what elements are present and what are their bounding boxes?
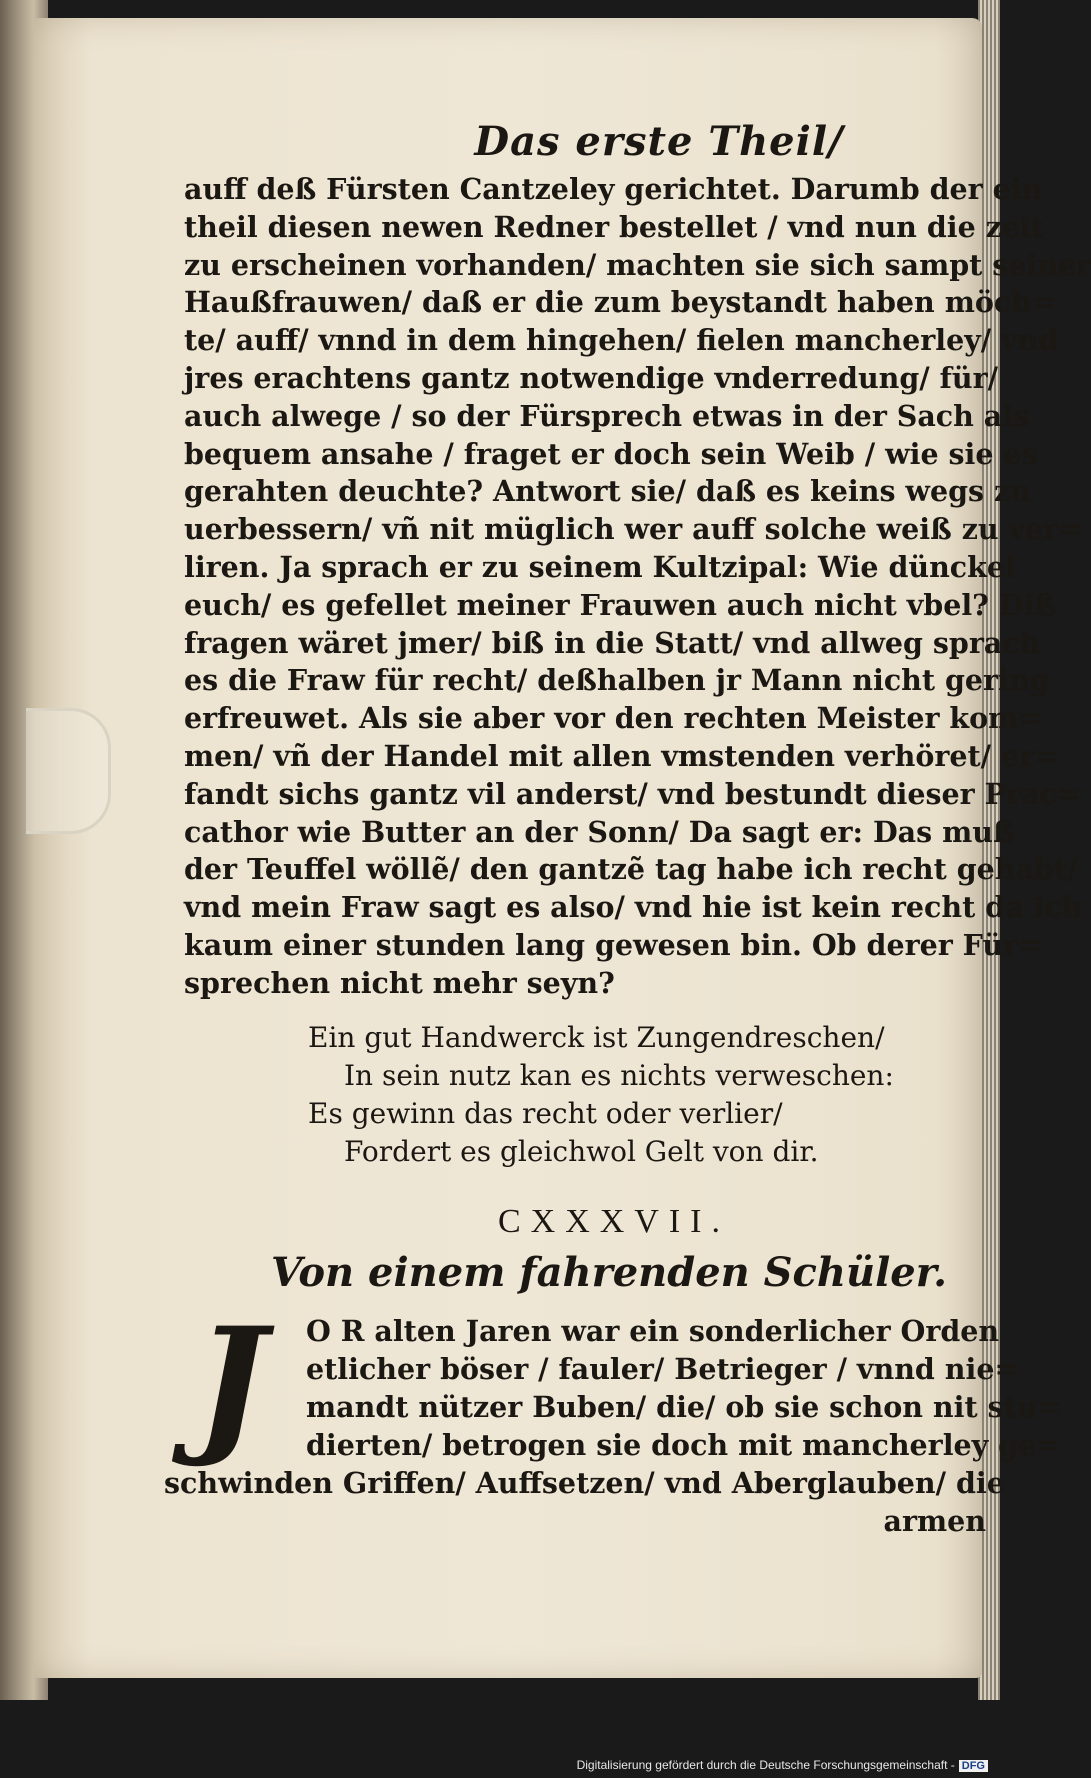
body-line: sprechen nicht mehr seyn? — [184, 965, 615, 1000]
body-line: zu erscheinen vorhanden/ machten sie sich sampt seiner — [184, 247, 1091, 282]
catchword: armen — [883, 1503, 986, 1538]
body-line: theil diesen newen Redner bestellet / vnd nun die zeit — [184, 209, 1044, 244]
verse-line: Es gewinn das recht oder verlier/ — [308, 1096, 783, 1130]
body-line: erfreuwet. Als sie aber vor den rechten Meister kom= — [184, 701, 1043, 736]
body-line: fandt sichs gantz vil anderst/ vnd bestundt dieser Prac= — [184, 776, 1081, 811]
body-line: kaum einer stunden lang gewesen bin. Ob derer Für= — [184, 927, 1043, 962]
chapter-title: Von einem fahrenden Schüler. — [270, 1248, 948, 1296]
verse — [308, 1019, 1004, 1171]
digitization-footer — [577, 1758, 988, 1772]
chapter-number: CXXXVII. — [497, 1202, 731, 1240]
story-line: O R alten Jaren war ein sonderlicher Orden — [306, 1313, 1000, 1348]
drop-cap: J — [195, 1294, 267, 1471]
body-line: euch/ es gefellet meiner Frauwen auch nicht vbel? Diß — [184, 587, 1056, 622]
body-line: Haußfrauwen/ daß er die zum beystandt haben möch= — [184, 285, 1056, 320]
body-line: fragen wäret jmer/ biß in die Statt/ vnd allweg sprach — [184, 625, 1041, 660]
body-line: jres erachtens gantz notwendige vnderredung/ für/ — [184, 360, 999, 395]
story-line: schwinden Griffen/ Auffsetzen/ vnd Aberglauben/ die — [164, 1465, 1005, 1500]
verse-line: Fordert es gleichwol Gelt von dir. — [344, 1134, 819, 1168]
body-line: te/ auff/ vnnd in dem hingehen/ fielen mancherley/ vnd — [184, 323, 1059, 358]
verse-line: In sein nutz kan es nichts verweschen: — [344, 1058, 894, 1092]
body-line: liren. Ja sprach er zu seinem Kultzipal: Wie dünckel — [184, 549, 1016, 584]
body-line: auch alwege / so der Fürsprech etwas in der Sach als — [184, 398, 1030, 433]
story-line: mandt nützer Buben/ die/ ob sie schon nit stu= — [306, 1389, 1062, 1424]
dfg-logo: DFG — [959, 1760, 988, 1772]
page-clip — [26, 708, 111, 834]
body-line: der Teuffel wöllẽ/ den gantzẽ tag habe ich recht gehabt/ — [184, 852, 1078, 887]
text-block — [164, 118, 1091, 1540]
story-line: dierten/ betrogen sie doch mit mancherley ge= — [306, 1427, 1061, 1462]
verse-line: Ein gut Handwerck ist Zungendreschen/ — [308, 1020, 885, 1054]
body-line: men/ vñ der Handel mit allen vmstenden verhöret/ er= — [184, 738, 1059, 773]
body-line: bequem ansahe / fraget er doch sein Weib / wie sie es — [184, 436, 1038, 471]
book-page — [34, 18, 1091, 1678]
body-line: gerahten deuchte? Antwort sie/ daß es keins wegs zu — [184, 474, 1031, 509]
footer-text: Digitalisierung gefördert durch die Deutsche Forschungsgemeinschaft - — [576, 1758, 955, 1772]
body-text — [184, 171, 1091, 1003]
body-line: vnd mein Fraw sagt es also/ vnd hie ist kein recht da ich — [184, 890, 1083, 925]
body-line: es die Fraw für recht/ deßhalben jr Mann nicht gering — [184, 663, 1050, 698]
body-line: uerbessern/ vñ nit müglich wer auff solche weiß zu ver= — [184, 512, 1083, 547]
running-head: Das erste Theil/ — [474, 118, 844, 165]
body-line: cathor wie Butter an der Sonn/ Da sagt er: Das muß — [184, 814, 1015, 849]
story-line: etlicher böser / fauler/ Betrieger / vnnd nie= — [306, 1351, 1019, 1386]
body-line: auff deß Fürsten Cantzeley gerichtet. Darumb der ein — [184, 172, 1043, 206]
story-text — [164, 1294, 1062, 1540]
